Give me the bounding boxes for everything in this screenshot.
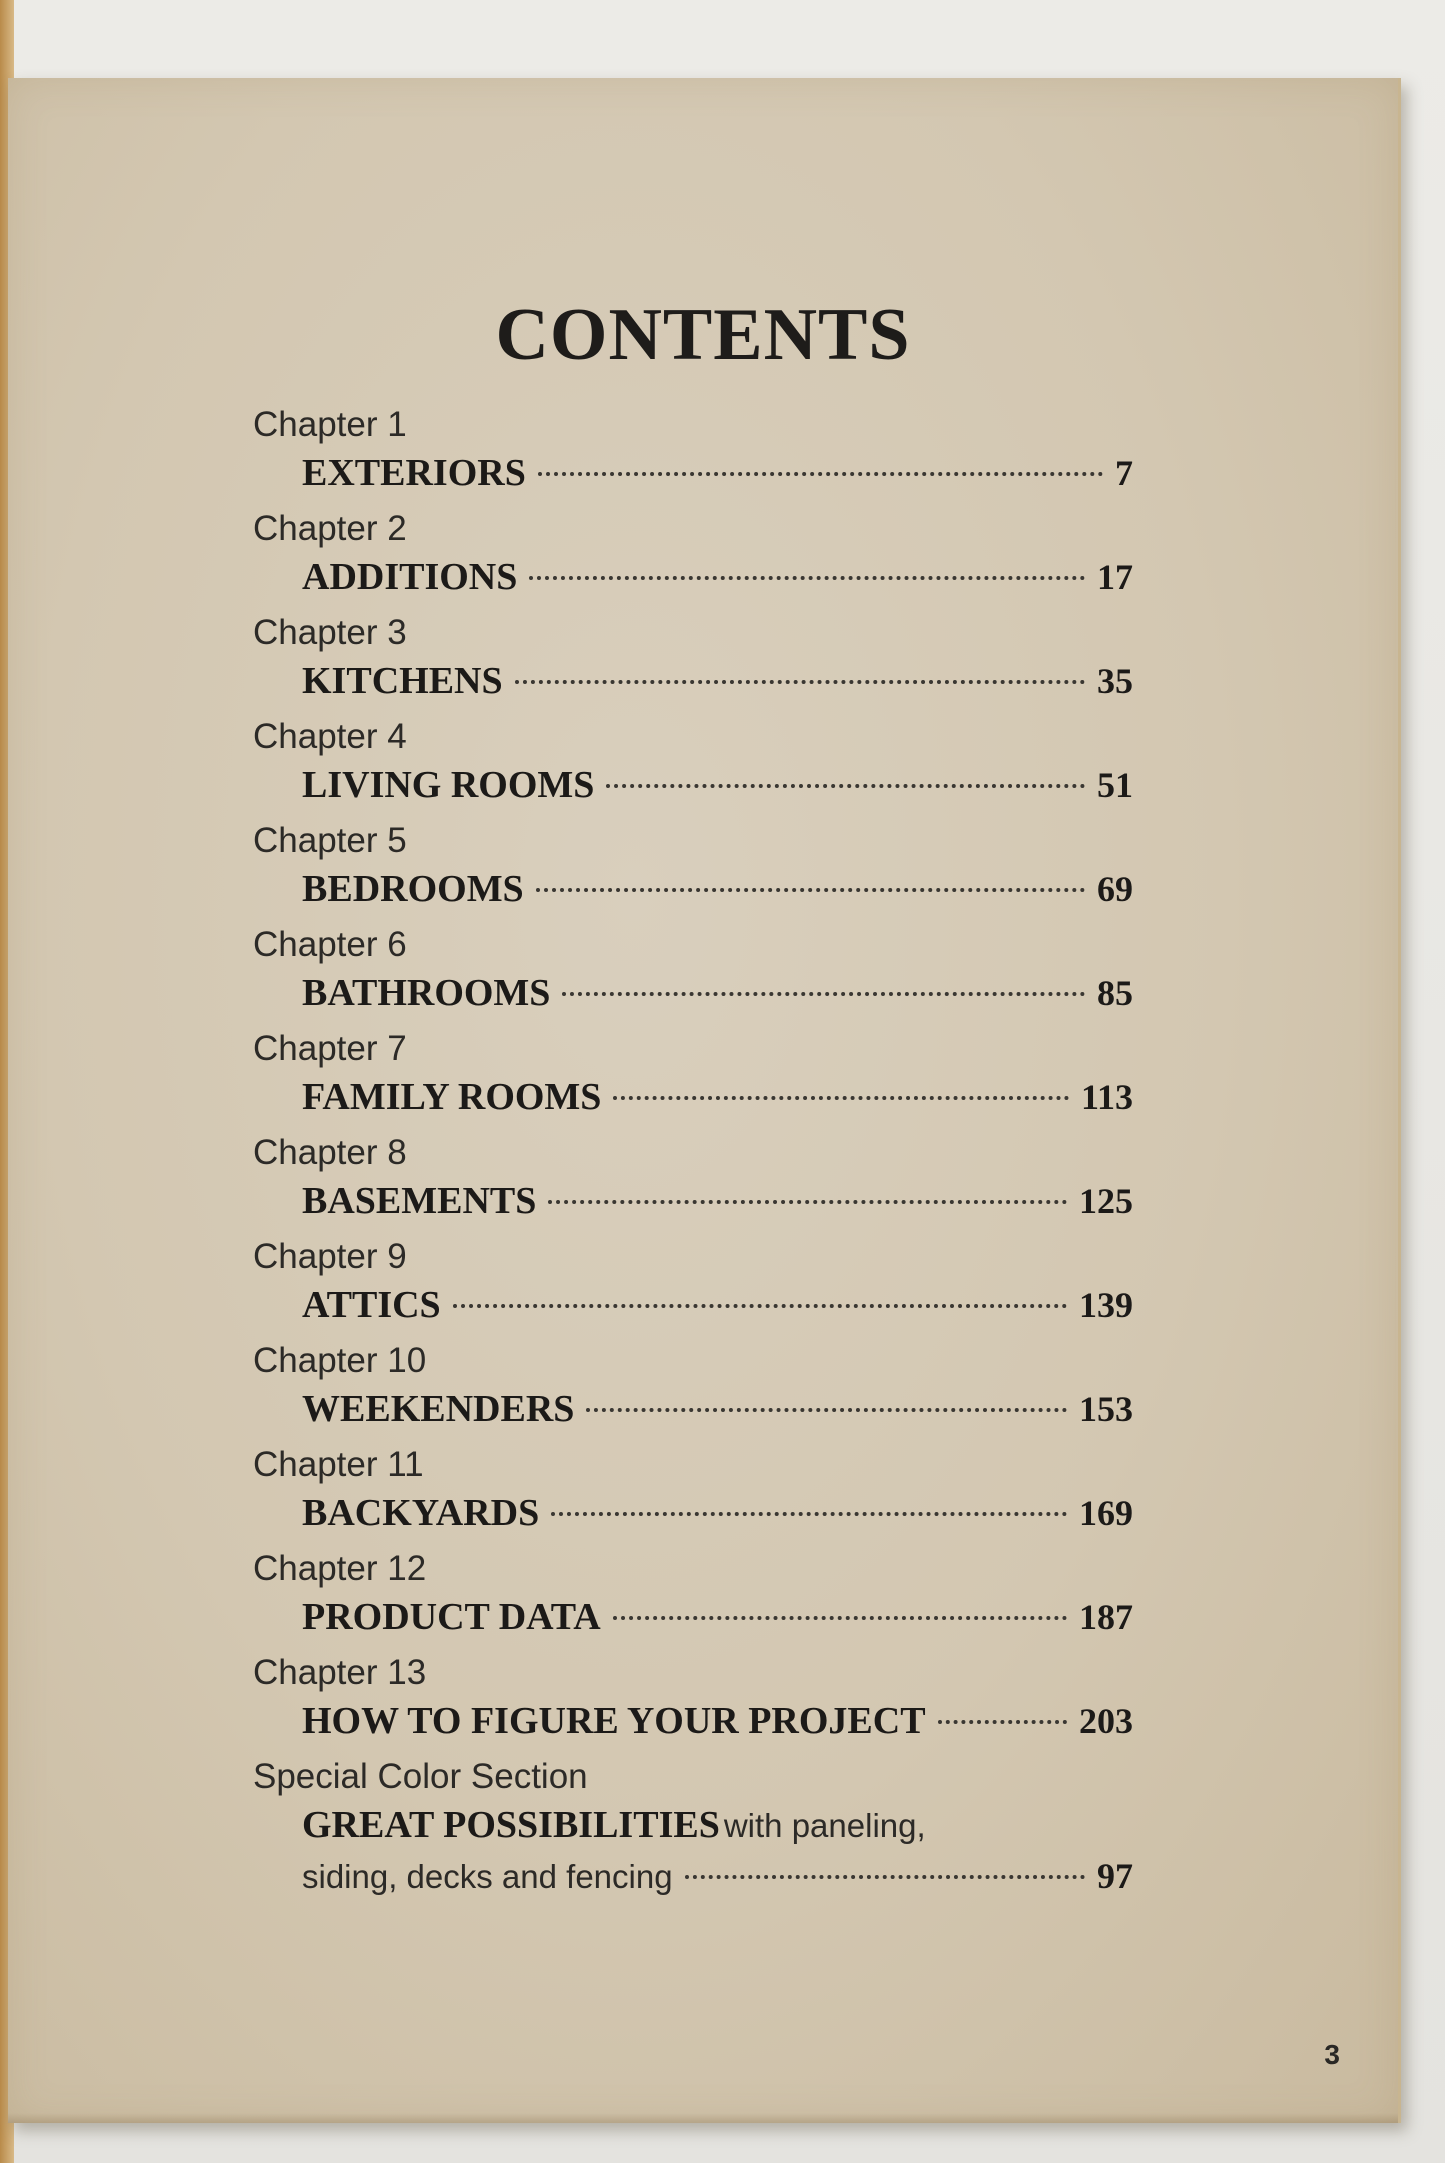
special-section-desc-line: [302, 1851, 1133, 1901]
page-number: 85: [1097, 973, 1133, 1013]
chapter-label: Chapter 2: [253, 509, 407, 548]
chapter-line: [302, 1279, 1133, 1331]
chapter-title: HOW TO FIGURE YOUR PROJECT: [302, 1700, 926, 1742]
toc-entry: [253, 1443, 1133, 1547]
chapter-line: [302, 1383, 1133, 1435]
toc-entry: [253, 507, 1133, 611]
chapter-line: [302, 1175, 1133, 1227]
dot-leader: [685, 1875, 1085, 1879]
toc-entry: [253, 1027, 1133, 1131]
dot-leader: [453, 1304, 1067, 1308]
special-section-desc-1: with paneling,: [723, 1807, 926, 1844]
chapter-title: BASEMENTS: [302, 1180, 537, 1222]
chapter-title: ATTICS: [302, 1284, 441, 1326]
special-section-title: GREAT POSSIBILITIES: [302, 1804, 720, 1846]
chapter-label: Chapter 9: [253, 1237, 407, 1276]
page-number: 139: [1079, 1285, 1133, 1325]
chapter-line: [302, 759, 1133, 811]
page-number: 35: [1097, 661, 1133, 701]
page-edge-shadow: [8, 2113, 1398, 2123]
special-section-label: Special Color Section: [253, 1757, 588, 1796]
dot-leader: [613, 1096, 1069, 1100]
chapter-line: [302, 863, 1133, 915]
special-section-title-line: [302, 1799, 1133, 1851]
chapter-label: Chapter 4: [253, 717, 407, 756]
chapter-title: BACKYARDS: [302, 1492, 540, 1534]
chapter-label: Chapter 8: [253, 1133, 407, 1172]
chapter-title: WEEKENDERS: [302, 1388, 575, 1430]
chapter-title: PRODUCT DATA: [302, 1596, 601, 1638]
dot-leader: [606, 784, 1085, 788]
chapter-title: BEDROOMS: [302, 868, 524, 910]
page-number: 125: [1079, 1181, 1133, 1221]
special-section-entry: [253, 1755, 1133, 1901]
chapter-line: [302, 551, 1133, 603]
chapter-label: Chapter 7: [253, 1029, 407, 1068]
page-number: 187: [1079, 1597, 1133, 1637]
page-number: 51: [1097, 765, 1133, 805]
dot-leader: [548, 1200, 1067, 1204]
page-folio: 3: [1324, 2039, 1340, 2070]
chapter-label: Chapter 13: [253, 1653, 427, 1692]
chapter-title: FAMILY ROOMS: [302, 1076, 602, 1118]
dot-leader: [515, 680, 1085, 684]
dot-leader: [551, 1512, 1067, 1516]
dot-leader: [538, 472, 1103, 476]
chapter-line: [302, 447, 1133, 499]
table-of-contents: [253, 403, 1133, 1901]
toc-entry: [253, 1547, 1133, 1651]
chapter-label: Chapter 5: [253, 821, 407, 860]
chapter-label: Chapter 1: [253, 405, 407, 444]
dot-leader: [562, 992, 1085, 996]
page-number: 113: [1080, 1077, 1133, 1117]
toc-entry: [253, 1131, 1133, 1235]
chapter-line: [302, 1071, 1133, 1123]
chapter-line: [302, 1487, 1133, 1539]
page-number: 97: [1097, 1856, 1133, 1896]
chapter-line: [302, 967, 1133, 1019]
toc-entry: [253, 403, 1133, 507]
toc-entry: [253, 611, 1133, 715]
special-section-desc-2: siding, decks and fencing: [302, 1858, 673, 1895]
page-number: 153: [1079, 1389, 1133, 1429]
dot-leader: [613, 1616, 1067, 1620]
chapter-title: KITCHENS: [302, 660, 503, 702]
toc-entry: [253, 1339, 1133, 1443]
toc-entry: [253, 715, 1133, 819]
page-number: 169: [1079, 1493, 1133, 1533]
toc-entry: [253, 923, 1133, 1027]
chapter-line: [302, 1591, 1133, 1643]
chapter-label: Chapter 12: [253, 1549, 427, 1588]
chapter-title: EXTERIORS: [302, 452, 526, 494]
chapter-label: Chapter 3: [253, 613, 407, 652]
page-number: 17: [1097, 557, 1133, 597]
book-page: [8, 78, 1401, 2123]
page-title: CONTENTS: [495, 294, 911, 376]
page-number: 7: [1115, 453, 1133, 493]
page-number: 203: [1079, 1701, 1133, 1741]
page-number: 69: [1097, 869, 1133, 909]
toc-entry: [253, 819, 1133, 923]
toc-entry: [253, 1235, 1133, 1339]
chapter-line: [302, 655, 1133, 707]
dot-leader: [938, 1720, 1067, 1724]
chapter-label: Chapter 6: [253, 925, 407, 964]
toc-entry: [253, 1651, 1133, 1755]
dot-leader: [529, 576, 1085, 580]
chapter-line: [302, 1695, 1133, 1747]
chapter-label: Chapter 11: [253, 1445, 424, 1484]
dot-leader: [586, 1408, 1067, 1412]
chapter-title: LIVING ROOMS: [302, 764, 595, 806]
chapter-title: ADDITIONS: [302, 556, 518, 598]
dot-leader: [536, 888, 1085, 892]
chapter-label: Chapter 10: [253, 1341, 427, 1380]
chapter-title: BATHROOMS: [302, 972, 551, 1014]
